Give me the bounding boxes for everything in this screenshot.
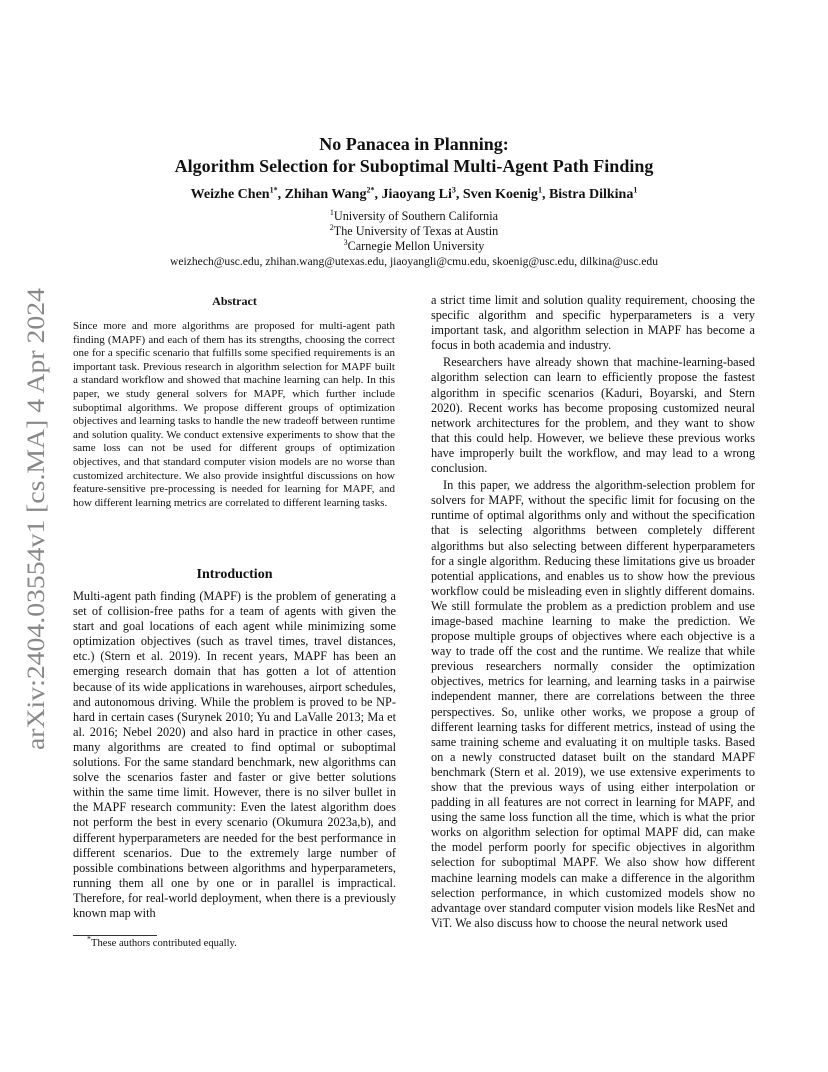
body-paragraph: Researchers have already shown that machine-learning-based algorithm selection can learn to efficiently propose the fastest algorithm in specific scenarios (Kaduri, Boyarski, and Stern 2020). Recent works has become proposing customized neural network architectures for the problem, and they want to show that this could help. However, we believe these previous works have improperly built the workflow, and may lead to a wrong conclusion. bbox=[431, 355, 755, 476]
author-name: Zhihan Wang bbox=[284, 187, 367, 202]
affiliation-name: Carnegie Mellon University bbox=[347, 239, 485, 253]
author-affiliation-mark: 1* bbox=[269, 185, 278, 195]
body-paragraph: a strict time limit and solution quality requirement, choosing the specific algorithm and specific hyperparameters is a very important task, and algorithm selection in MAPF has become a focus in both academia and industry. bbox=[431, 293, 755, 353]
footnote-rule bbox=[73, 935, 157, 936]
author-name: Bistra Dilkina bbox=[548, 187, 634, 202]
footnote-mark: * bbox=[87, 934, 91, 944]
author bbox=[285, 187, 382, 202]
author bbox=[463, 187, 549, 202]
paper-title-line-2: Algorithm Selection for Suboptimal Multi-Agent Path Finding bbox=[174, 156, 654, 176]
arxiv-stamp-text: arXiv:2404.03554v1 [cs.MA] 4 Apr 2024 bbox=[23, 333, 50, 750]
author-affiliation-mark: 2* bbox=[366, 185, 375, 195]
author-affiliation-mark: 1 bbox=[537, 185, 542, 195]
affiliation bbox=[0, 209, 828, 224]
arxiv-identifier-stamp bbox=[18, 285, 52, 755]
abstract-heading: Abstract bbox=[212, 294, 257, 308]
author-separator: , bbox=[374, 187, 382, 202]
author-affiliation-mark: 1 bbox=[633, 185, 638, 195]
paper-title-line-1: No Panacea in Planning: bbox=[319, 134, 509, 154]
author bbox=[191, 187, 285, 202]
author-affiliation-mark: 3 bbox=[451, 185, 456, 195]
introduction-heading: Introduction bbox=[196, 567, 273, 582]
affiliation bbox=[0, 239, 828, 254]
author-separator: , bbox=[455, 187, 463, 202]
author-separator: , bbox=[277, 187, 285, 202]
abstract-text: Since more and more algorithms are proposed for multi-agent path finding (MAPF) and each of them has its strengths, choosing the correct one for a specific scenario that fulfills some specified requirements is an important task. Previous research in algorithm selection for MAPF built a standard workflow and showed that machine learning can help. In this paper, we study general solvers for MAPF, which further include suboptimal algorithms. We propose different groups of optimization objectives and learning tasks to handle the new tradeoff between runtime and solution quality. We conduct extensive experiments to show that the same loss can not be used for different groups of optimization objectives, and that standard computer vision models are no worse than customized architecture. We also provide insightful discussions on how feature-sensitive pre-processing is needed for learning for MAPF, and how different learning metrics are correlated to different learning tasks. bbox=[73, 320, 395, 509]
affiliation-number: 2 bbox=[329, 222, 334, 232]
arxiv-stamp-svg bbox=[18, 285, 52, 755]
author-emails: weizhech@usc.edu, zhihan.wang@utexas.edu, jiaoyangli@cmu.edu, skoenig@usc.edu, dilkina@usc.edu bbox=[169, 255, 659, 268]
right-column bbox=[431, 293, 755, 931]
affiliation bbox=[0, 224, 828, 239]
author bbox=[381, 187, 462, 202]
affiliation-number: 3 bbox=[343, 237, 348, 247]
author bbox=[549, 187, 637, 202]
author-name: Jiaoyang Li bbox=[381, 187, 452, 202]
introduction-text: Multi-agent path finding (MAPF) is the problem of generating a set of collision-free paths for a team of agents with given the start and goal locations of each agent while minimizing some optimization objectives (such as travel times, travel distances, etc.) (Stern et al. 2019). In recent years, MAPF has been an emerging research domain that has gotten a lot of attention because of its wide applications in warehouses, airport schedules, and autonomous driving. While the problem is proved to be NP-hard in certain cases (Surynek 2010; Yu and LaValle 2013; Ma et al. 2016; Nebel 2020) and also hard in practice in other cases, many algorithms are created to find optimal or suboptimal solutions. For the same standard benchmark, new algorithms can solve the scenarios faster and faster or give better solutions within the same time limit. However, there is no silver bullet in the MAPF research community: Even the latest algorithm does not perform the best in every scenario (Okumura 2023a,b), and different hyperparameters are needed for the best performance in different scenarios. Due to the extremely large number of possible combinations between algorithms and hyperparameters, running them all one by one or in parallel is impractical. Therefore, for real-world deployment, when there is a previously known map with bbox=[73, 589, 396, 920]
author-name: Sven Koenig bbox=[462, 187, 538, 202]
footnote bbox=[87, 934, 237, 949]
affiliation-name: The University of Texas at Austin bbox=[333, 224, 499, 238]
author-list bbox=[0, 187, 828, 203]
affiliation-name: University of Southern California bbox=[333, 209, 499, 223]
footnote-text: These authors contributed equally. bbox=[91, 938, 237, 949]
affiliation-number: 1 bbox=[329, 207, 334, 217]
author-separator: , bbox=[541, 187, 549, 202]
author-name: Weizhe Chen bbox=[190, 187, 270, 202]
body-paragraph: In this paper, we address the algorithm-selection problem for solvers for MAPF, without the specific limit for focusing on the runtime of optimal algorithms only and without the specification that is selecting algorithms between completely different algorithms but also selecting between different hyperparameters for a single algorithm. Reducing these limitations give us broader potential applications, and enables us to show how the previous workflow could be misleading even in slightly different domains. We still formulate the problem as a prediction problem and use image-based machine learning to make the prediction. We propose multiple groups of objectives where each objective is a way to trade off the cost and the runtime. We realize that while previous researchers normally consider the optimization objectives, metrics for learning, and learning tasks in a pairwise independent manner, there are correlations between the three perspectives. So, unlike other works, we propose a group of different learning tasks for different metrics, instead of using the same training scheme and evaluating it on multiple tasks. Based on a newly constructed dataset built on the standard MAPF benchmark (Stern et al. 2019), we use extensive experiments to show that the previous ways of using either interpolation or padding in all features are not correct in learning for MAPF, and using the same loss function all the time, which is what the prior works on algorithm selection for optimal MAPF did, can make the model perform poorly for specific objectives in algorithm selection for suboptimal MAPF. We also show how different machine learning models can make a difference in the algorithm selection performance, in which customized models show no advantage over standard computer vision models like ResNet and ViT. We also discuss how to choose the neural network used bbox=[431, 478, 755, 930]
